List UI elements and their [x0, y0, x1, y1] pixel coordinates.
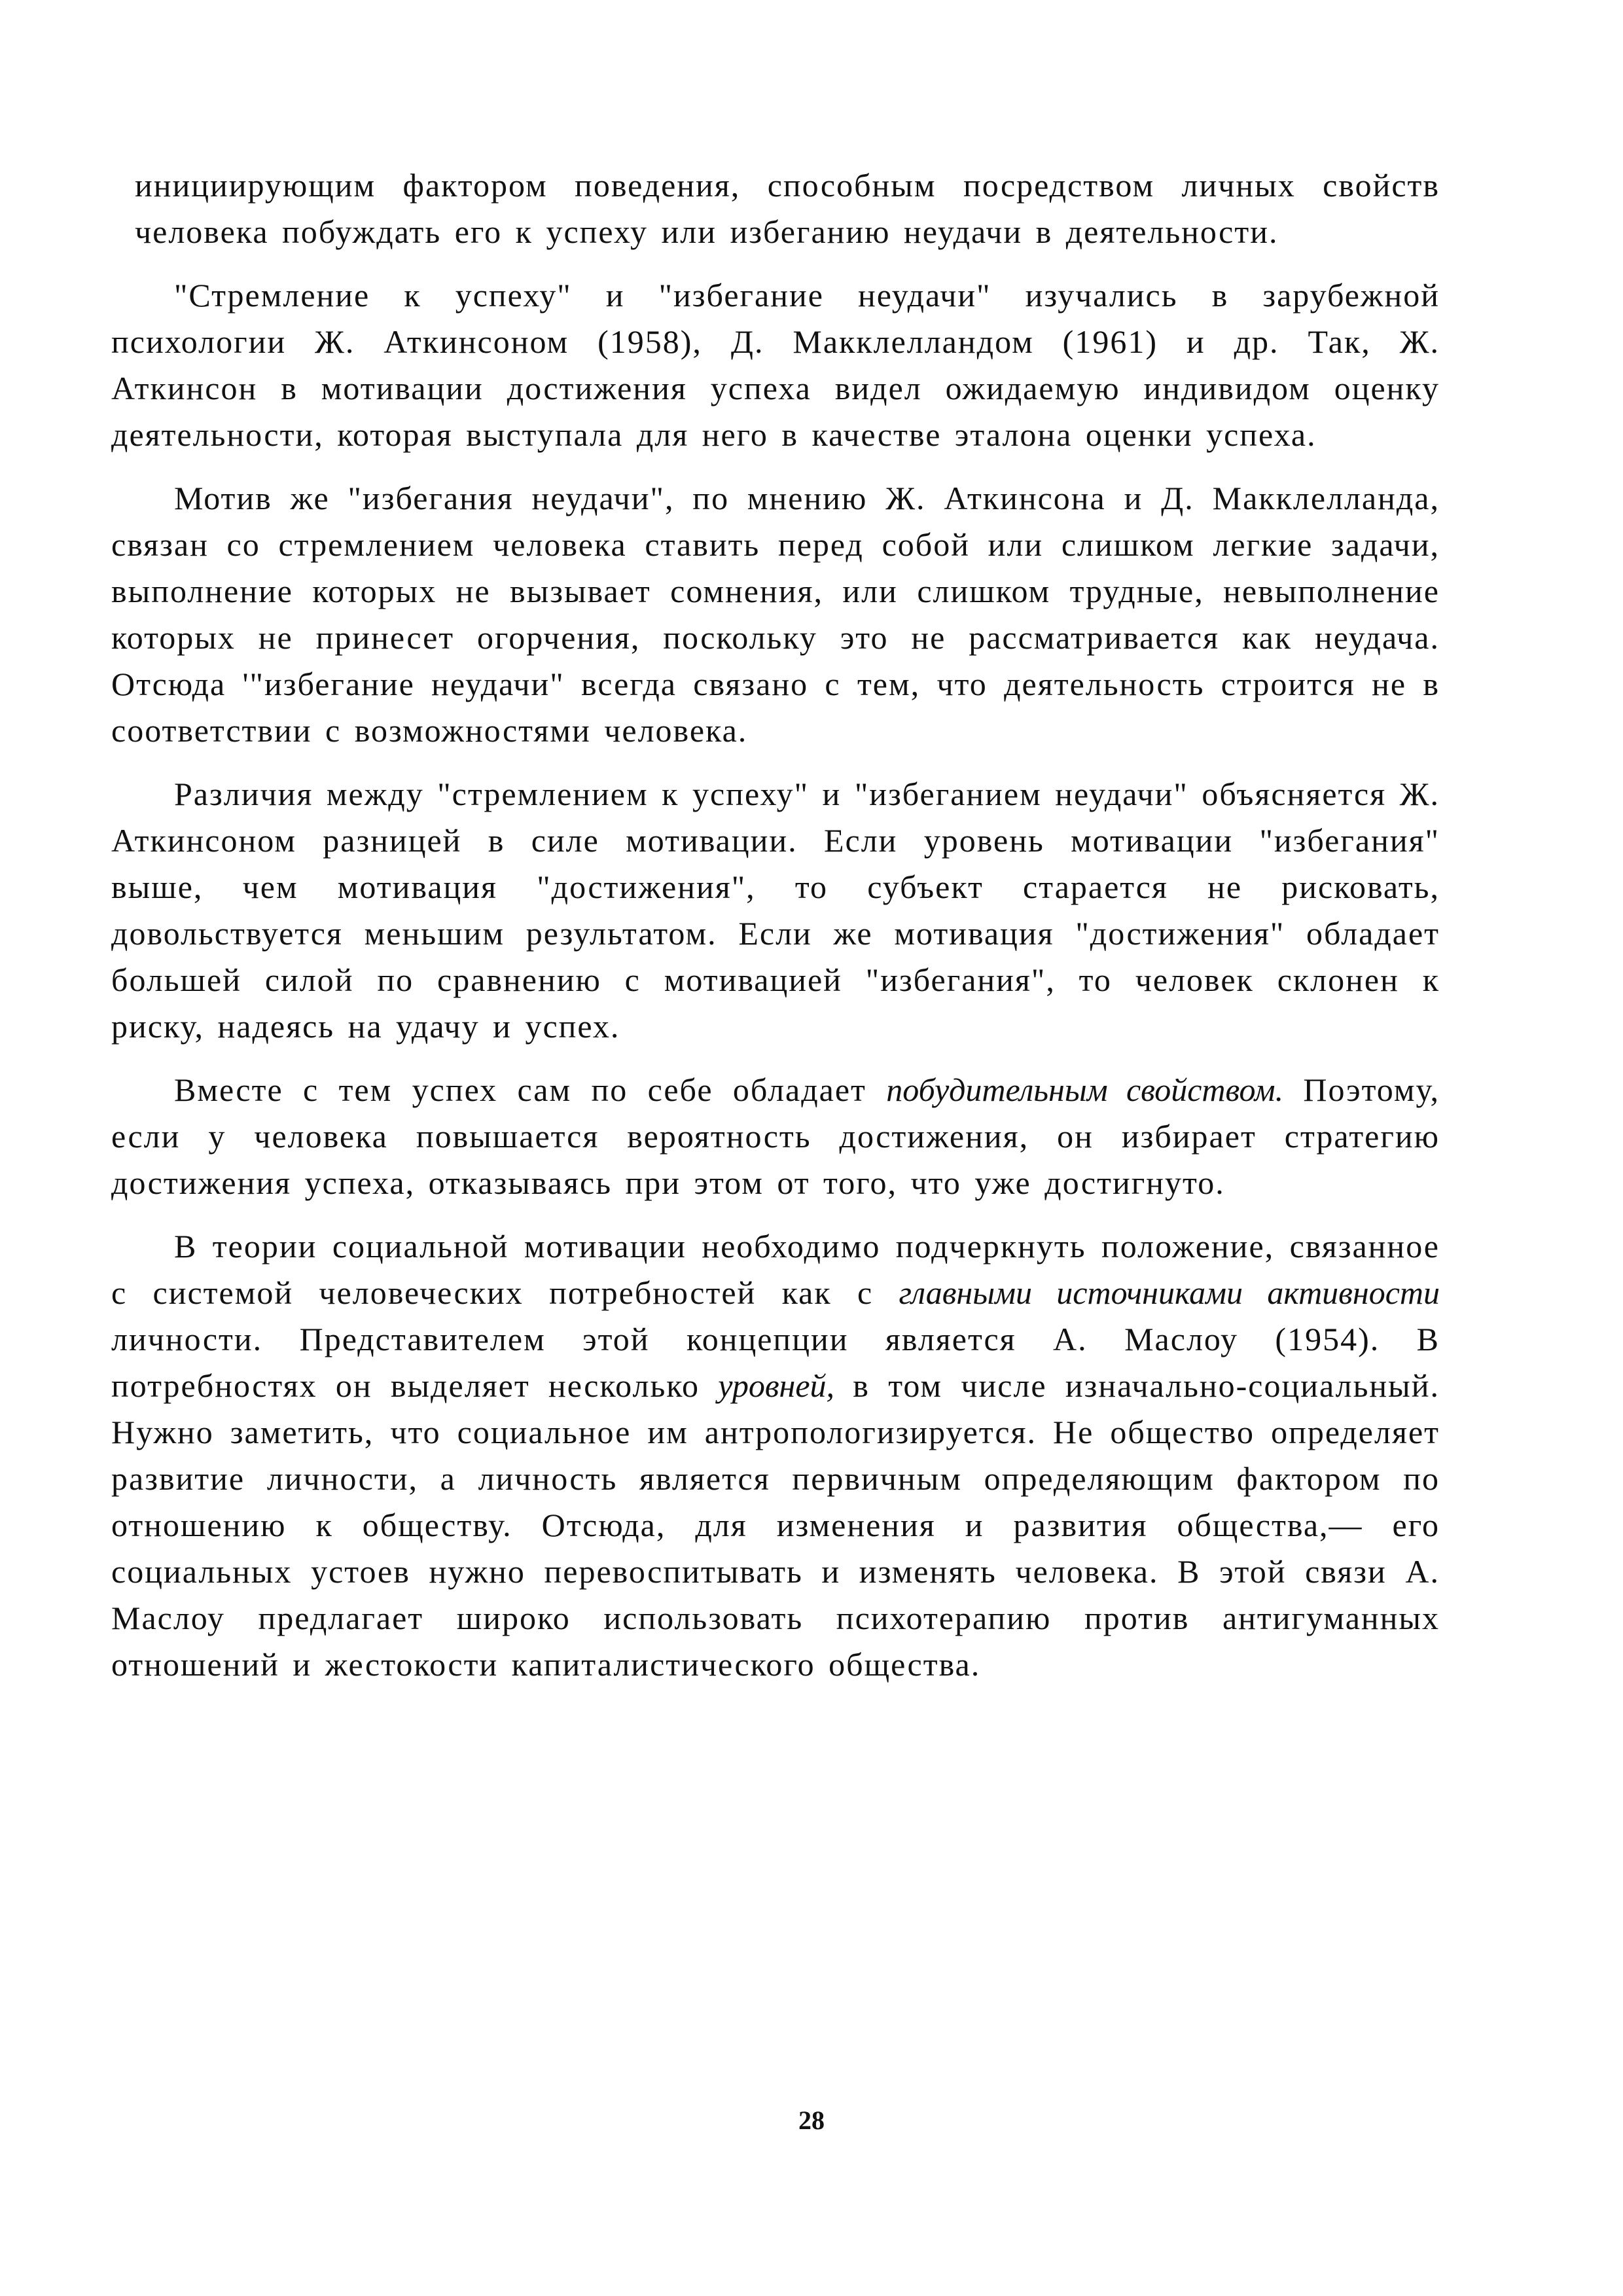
- paragraph-4: [111, 771, 1440, 1050]
- paragraph-6: [111, 1223, 1440, 1688]
- page-body: [111, 162, 1440, 1705]
- paragraph-1-text: инициирующим фактором поведения, способным посредством личных свойств человека побуждать его к успеху или избеганию неудачи в деятельности.: [135, 167, 1440, 250]
- paragraph-4-text: Различия между "стремлением к успеху" и "избеганием неудачи" объясняется Ж. Аткинсоном разницей в силе мотивации. Если уровень мотивации "избегания" выше, чем мотивация "достижения", то субъект старается не рисковать, довольствуется меньшим результатом. Если же мотивация "достижения" обладает большей силой по сравнению с мотивацией "избегания", то человек склонен к риску, надеясь на удачу и успех.: [111, 776, 1440, 1045]
- paragraph-5-text-a: Вместе с тем успех сам по себе обладает: [174, 1071, 887, 1108]
- paragraph-6-text-c: в том числе изначально-социальный. Нужно заметить, что социальное им антропологизируется. Не общество определяет развитие личности, а личность является первичным определяющим фактором по отношению к обществу. Отсюда, для изменения и развития общества,— его социальных устоев нужно перевоспитывать и изменять человека. В этой связи А. Маслоу предлагает широко использовать психотерапию против антигуманных отношений и жестокости капиталистического общества.: [111, 1367, 1440, 1683]
- paragraph-6-text-a: В теории социальной мотивации необходимо подчеркнуть положение, связанное с системой человеческих потребностей как с: [111, 1228, 1440, 1311]
- paragraph-1: [111, 162, 1440, 255]
- page-number: 28: [798, 2106, 825, 2135]
- paragraph-3-text: Мотив же "избегания неудачи", по мнению Ж. Аткинсона и Д. Макклелланда, связан со стремлением человека ставить перед собой или слишком легкие задачи, выполнение которых не вызывает сомнения, или слишком трудные, невыполнение которых не принесет огорчения, поскольку это не рассматривается как неудача. Отсюда '"избегание неудачи" всегда связано с тем, что деятельность строится не в соответствии с возможностями человека.: [111, 480, 1440, 749]
- paragraph-3: [111, 475, 1440, 754]
- paragraph-5: [111, 1067, 1440, 1206]
- paragraph-6-text-b: личности. Представителем этой концепции является А. Маслоу (1954). В потребностях он выделяет несколько: [111, 1321, 1440, 1404]
- paragraph-5-text-b: Поэтому, если у человека повышается вероятность достижения, он избирает стратегию достижения успеха, отказываясь при этом от того, что уже достигнуто.: [111, 1071, 1440, 1201]
- paragraph-6-emphasis-levels: уровней,: [718, 1367, 835, 1404]
- paragraph-6-emphasis-sources: главными источниками активности: [899, 1274, 1440, 1311]
- paragraph-2: [111, 272, 1440, 458]
- paragraph-5-emphasis: побудительным свойством.: [886, 1071, 1284, 1108]
- paragraph-2-text: "Стремление к успеху" и "избегание неудачи" изучались в зарубежной психологии Ж. Аткинсоном (1958), Д. Макклелландом (1961) и др. Так, Ж. Аткинсон в мотивации достижения успеха видел ожидаемую индивидом оценку деятельности, которая выступала для него в качестве эталона оценки успеха.: [111, 277, 1440, 453]
